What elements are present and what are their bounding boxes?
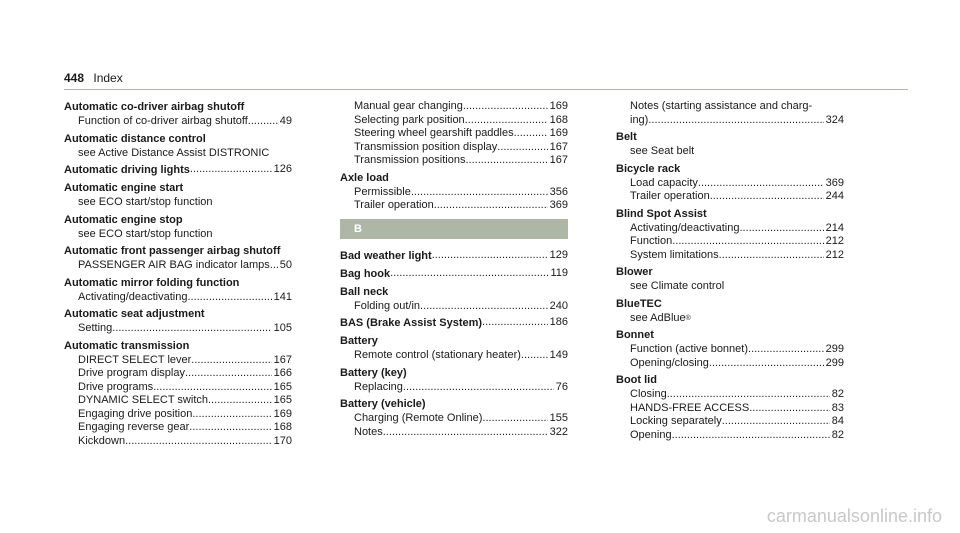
index-heading-line [340,267,568,282]
page-ref: 82 [831,388,844,400]
index-subentry [616,114,844,128]
index-subentry-text: Drive programs [78,380,154,393]
page-ref: 169 [549,100,568,112]
index-heading: Automatic co-driver airbag shutoff [64,101,245,113]
page-ref: 168 [549,113,568,126]
page-ref: 165 [273,380,292,393]
page-number: 448 [64,71,85,85]
index-entry [616,265,844,294]
leader-dots [270,259,278,273]
index-subentry [616,429,844,443]
index-heading: Automatic driving lights [64,164,190,176]
index-heading: BAS (Brake Assist System) [340,317,483,329]
index-subentry [616,357,844,371]
index-heading: Blower [616,266,653,278]
index-heading-line [64,163,292,178]
index-subentry [64,381,292,395]
index-subentry-text: Engaging reverse gear [78,421,190,433]
leader-dots [749,402,830,416]
index-subentry [616,249,844,263]
page-header [64,71,123,85]
index-subentry-text: Setting [78,322,113,334]
index-entry [616,328,844,370]
index-subentry [340,114,568,128]
header-rule [64,89,908,90]
index-subentry-text: Trailer operation [354,199,434,211]
index-subentry-text: Folding out/in [354,299,421,312]
index-heading: Automatic distance control [64,132,206,145]
index-subentry-text: DIRECT SELECT lever [78,353,192,366]
index-entry [340,334,568,363]
index-subentry [340,426,568,440]
index-entry [64,244,292,273]
index-subentry-text: Engaging drive position [78,407,193,420]
index-subentry [616,343,844,357]
index-entry [340,100,568,168]
index-subentry-text: Function [630,235,673,247]
page-ref: 186 [549,316,568,328]
leader-dots [390,267,548,282]
index-subentry [616,235,844,249]
index-heading: Belt [616,131,637,143]
page-ref: 50 [279,259,292,271]
page-ref: 299 [825,343,844,355]
leader-dots [112,322,271,336]
index-subentry-text: Function (active bonnet) [630,343,749,355]
leader-dots [187,291,271,305]
leader-dots [672,235,823,249]
index-entry [616,130,844,159]
index-subentry [340,141,568,155]
page-ref: 369 [825,176,844,189]
index-subentry [64,147,292,161]
page-ref: 166 [273,367,292,379]
index-heading: Bag hook [340,267,391,280]
index-entry [64,132,292,161]
page-ref: 167 [549,154,568,166]
index-subentry-text: ing) [630,113,649,126]
page-ref: 129 [549,248,568,261]
page-ref: 76 [555,380,568,393]
index-subentry-text: Remote control (stationary heater) [354,349,521,361]
leader-dots [411,186,548,200]
leader-dots [698,177,824,191]
index-heading: Battery [340,335,378,347]
index-subentry [64,354,292,368]
page-ref: 212 [825,235,844,247]
page-ref: 83 [831,401,844,414]
leader-dots [153,381,271,395]
section-title: Index [93,71,123,85]
leader-dots [403,381,554,395]
index-heading: Battery (key) [340,366,407,379]
index-entry [340,249,568,264]
leader-dots [709,357,824,371]
index-subentry [340,199,568,213]
page-ref: 212 [825,248,844,261]
index-heading: Blind Spot Assist [616,207,707,220]
index-subentry [340,381,568,395]
index-subentry-text: Activating/deactivating [78,290,188,303]
index-heading: Bicycle rack [616,162,681,175]
index-entry [340,366,568,395]
letter-heading-b: B [340,219,568,239]
index-subentry-text: PASSENGER AIR BAG indicator lamps [78,259,270,271]
index-subentry [340,154,568,168]
page-ref: 322 [549,425,568,438]
leader-dots [667,388,830,402]
leader-dots [514,127,548,141]
page-ref: 170 [273,434,292,447]
index-subentry [340,300,568,314]
index-heading: Automatic transmission [64,339,190,352]
index-subentry-text: Notes (starting assistance and charg- [630,100,813,112]
index-column-2 [340,100,568,442]
index-heading: Automatic front passenger airbag shutoff [64,245,281,257]
index-entry [64,163,292,178]
index-subentry-text: Charging (Remote Online) [354,412,483,424]
index-subentry-text: Notes [354,425,383,438]
index-subentry [340,100,568,114]
index-subentry [616,222,844,236]
index-subentry [64,322,292,336]
page-ref: 105 [273,322,292,334]
index-entry [64,181,292,210]
index-entry [616,162,844,204]
index-subentry-text: System limitations [630,248,719,261]
leader-dots [710,190,824,204]
index-column-3 [616,100,844,445]
page-ref: 299 [825,356,844,369]
leader-dots [434,199,548,213]
index-subentry [616,402,844,416]
index-heading: Bad weather light [340,249,432,262]
page-ref: 167 [549,140,568,153]
page-ref: 165 [273,394,292,406]
index-subentry [616,145,844,159]
page-ref: 141 [273,290,292,303]
leader-dots [722,415,830,429]
index-heading: Boot lid [616,374,657,386]
page-ref: 169 [273,407,292,420]
index-subentry [64,421,292,435]
leader-dots [748,343,824,357]
leader-dots [465,154,547,168]
leader-dots [497,141,547,155]
index-subentry-text: Manual gear changing [354,100,463,112]
index-heading-line [340,316,568,331]
index-heading: Automatic engine stop [64,213,183,226]
index-subentry [616,312,844,326]
page-ref: 369 [549,199,568,211]
leader-dots [191,354,271,368]
index-subentry-text: Trailer operation [630,190,710,202]
index-entry [340,267,568,282]
page-ref: 324 [825,113,844,126]
leader-dots [465,114,548,128]
index-subentry-text: DYNAMIC SELECT switch [78,394,208,406]
index-subentry-text: Kickdown [78,434,126,447]
index-subentry-text: Locking separately [630,415,722,427]
leader-dots [208,394,272,408]
index-subentry-text: see Active Distance Assist DISTRONIC [78,146,270,159]
leader-dots [190,163,272,178]
index-entry [340,285,568,314]
page-ref: 169 [549,127,568,139]
page-ref: 356 [549,185,568,198]
index-entry [64,276,292,305]
index-subentry [64,435,292,449]
leader-dots [463,100,548,114]
leader-dots [739,222,823,236]
leader-dots [185,367,272,381]
index-subentry [616,190,844,204]
index-subentry-text: see ECO start/stop function [78,196,213,208]
index-subentry [64,367,292,381]
page-ref: 214 [825,221,844,234]
index-subentry [616,100,844,114]
leader-dots [420,300,548,314]
index-heading: Automatic mirror folding function [64,276,240,289]
index-subentry-text: Activating/deactivating [630,221,740,234]
leader-dots [189,421,271,435]
index-entry [616,373,844,442]
index-subentry-text: Replacing [354,380,403,393]
leader-dots [648,114,823,128]
index-subentry-text: see Seat belt [630,145,695,157]
index-entry [616,297,844,326]
page-ref: 84 [831,415,844,427]
index-entry [64,339,292,449]
index-heading-line [340,249,568,264]
index-subentry-text: Transmission position display [354,140,498,153]
page-ref: 82 [831,428,844,441]
leader-dots [248,115,278,129]
page-ref: 244 [825,190,844,202]
index-entry [340,397,568,439]
index-entry [64,213,292,242]
index-heading: Battery (vehicle) [340,398,426,410]
index-subentry-text: see AdBlue [630,311,686,324]
index-subentry-text: HANDS-FREE ACCESS [630,401,750,414]
index-subentry [340,349,568,363]
leader-dots [719,249,824,263]
index-entry-continued [616,100,844,127]
page-ref: 49 [279,115,292,127]
index-heading: BlueTEC [616,297,662,310]
index-subentry [340,412,568,426]
page-ref: 155 [549,412,568,424]
index-subentry [616,415,844,429]
index-subentry [64,115,292,129]
index-heading: Automatic seat adjustment [64,308,205,320]
page-ref: 167 [273,353,292,366]
page-ref: 168 [273,421,292,433]
index-subentry-text: see Climate control [630,280,725,292]
leader-dots [672,429,830,443]
index-subentry-text: Steering wheel gearshift paddles [354,127,514,139]
index-subentry-text: Opening [630,428,672,441]
index-subentry [64,408,292,422]
index-subentry-text: Function of co-driver airbag shutoff [78,115,248,127]
index-subentry [340,186,568,200]
index-subentry [616,280,844,294]
index-subentry [64,259,292,273]
leader-dots [482,412,547,426]
leader-dots [432,249,548,264]
index-subentry [64,228,292,242]
index-subentry-text: Drive program display [78,367,185,379]
index-entry [340,171,568,213]
page-ref: 119 [550,266,568,279]
index-entry [616,207,844,263]
leader-dots [521,349,548,363]
index-heading: Bonnet [616,329,654,341]
index-subentry [616,177,844,191]
watermark: carmanualsonline.info [766,506,942,526]
index-subentry [616,388,844,402]
page-ref: 149 [549,349,568,361]
registered-mark: ® [685,314,691,322]
index-subentry-text: Load capacity [630,176,698,189]
index-heading: Automatic engine start [64,182,184,194]
leader-dots [383,426,548,440]
leader-dots [125,435,272,449]
index-subentry-text: Transmission positions [354,154,466,166]
index-subentry-text: see ECO start/stop function [78,227,213,240]
index-entry [64,307,292,336]
index-heading: Ball neck [340,285,389,298]
index-subentry-text: Permissible [354,185,411,198]
index-subentry [340,127,568,141]
index-column-1 [64,100,292,451]
page-ref: 126 [273,163,292,175]
index-subentry-text: Opening/closing [630,356,709,369]
index-subentry [64,291,292,305]
leader-dots [482,316,548,331]
index-subentry-text: Selecting park position [354,113,465,126]
index-subentry [64,196,292,210]
index-subentry-text: Closing [630,388,667,400]
index-entry [64,100,292,129]
index-heading: Axle load [340,171,389,184]
index-subentry [64,394,292,408]
index-entry [340,316,568,331]
leader-dots [192,408,271,422]
page-ref: 240 [549,299,568,312]
